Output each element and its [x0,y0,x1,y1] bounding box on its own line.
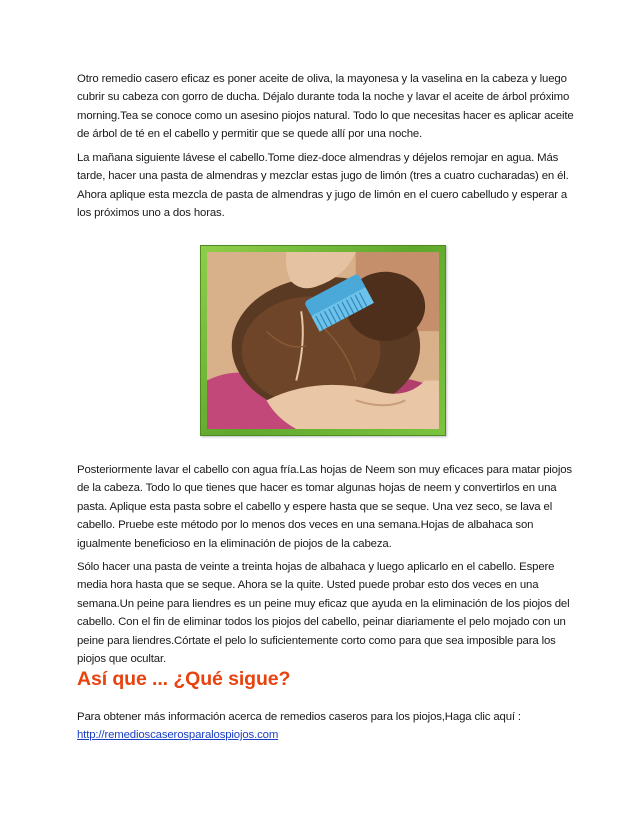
paragraph-basil-remedy: Sólo hacer una pasta de veinte a treinta hojas de albahaca y luego aplicarlo en el cabello. Espere media hora hasta que se seque. Ahora se la quite. Usted puede probar esto dos veces en una semana.Un peine para liendres es un peine muy eficaz que ayuda en la eliminación de los piojos del cabello. Con el fin de eliminar todos los piojos del cabello, peinar diariamente el pelo mojado con un peine para liendres.Córtate el pelo lo suficientemente corto como para que sea imposible para los piojos que ocultar. [77,561,570,666]
lice-comb-photo-image [207,252,439,429]
paragraph-almond-remedy: La mañana siguiente lávese el cabello.Tome diez-doce almendras y déjelos remojar en agua. Más tarde, hacer una pasta de almendras y mezclar estas jugo de limón (tres a cuatro cucharadas) en él. Ahora aplique esta mezcla de pasta de almendras y jugo de limón en el cuero cabelludo y esperar a los próximos uno a dos horas. [77,152,569,220]
cta-text: Para obtener más información acerca de remedios caseros para los piojos,Haga clic aquí : [77,711,521,723]
section-heading: Así que ... ¿Qué sigue? [77,668,291,690]
paragraph-neem-remedy: Posteriormente lavar el cabello con agua fría.Las hojas de Neem son muy eficaces para matar piojos de la cabeza. Todo lo que tienes que hacer es tomar algunas hojas de neem y convertirlos en una pasta. Aplique esta pasta sobre el cabello y espere hasta que se seque. Una vez seco, se lava el cabello. Pruebe este método por lo menos dos veces en una semana.Hojas de albahaca son igualmente beneficioso en la eliminación de piojos de la cabeza. [77,464,572,550]
paragraph-olive-oil-remedy: Otro remedio casero eficaz es poner aceite de oliva, la mayonesa y la vaselina en la cabeza y luego cubrir su cabeza con gorro de ducha. Déjalo durante toda la noche y lavar el aceite de árbol próximo morning.Tea se conoce como un asesino piojos natural. Todo lo que necesitas hacer es aplicar aceite de árbol de té en el cabello y permitir que se quede allí por una noche. [77,73,574,141]
website-link[interactable]: http://remedioscaserosparalospiojos.com [77,729,279,741]
lice-comb-photo [200,245,446,436]
